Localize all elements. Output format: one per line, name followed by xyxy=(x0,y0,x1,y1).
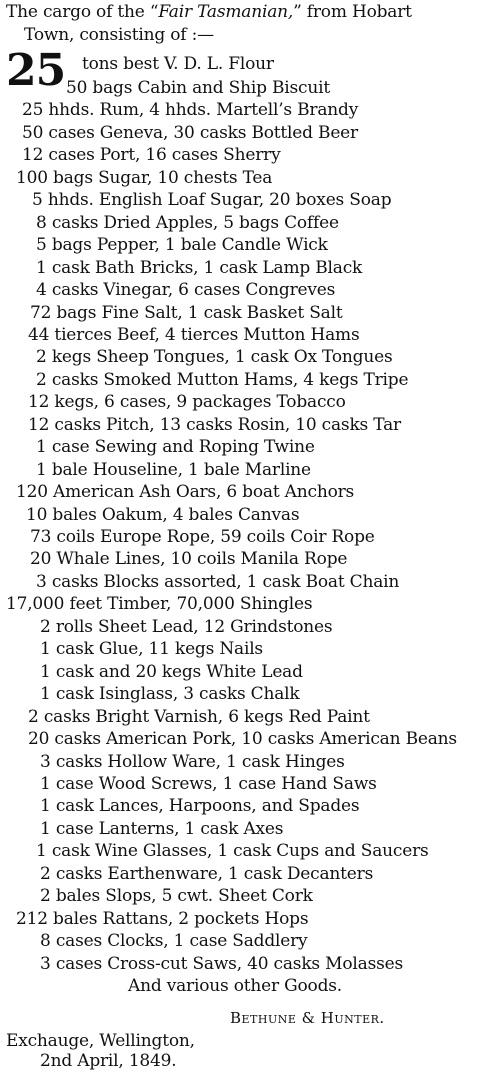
cargo-item: 2 rolls Sheet Lead, 12 Grindstones xyxy=(40,616,333,637)
intro-line-1 xyxy=(6,2,412,22)
cargo-item: 120 American Ash Oars, 6 boat Anchors xyxy=(16,482,355,503)
cargo-item: 2 kegs Sheep Tongues, 1 cask Ox Tongues xyxy=(36,347,393,368)
cargo-item: 17,000 feet Timber, 70,000 Shingles xyxy=(6,594,313,615)
cargo-item: 73 coils Europe Rope, 59 coils Coir Rope xyxy=(30,527,375,547)
cargo-item: 3 casks Hollow Ware, 1 cask Hinges xyxy=(40,751,345,772)
lead-quantity: 25 xyxy=(6,45,66,96)
cargo-item: 44 tierces Beef, 4 tierces Mutton Hams xyxy=(28,324,360,345)
cargo-item: 1 cask Lances, Harpoons, and Spades xyxy=(40,796,360,817)
cargo-item: 12 casks Pitch, 13 casks Rosin, 10 casks Tar xyxy=(28,414,401,435)
cargo-item: 2 casks Smoked Mutton Hams, 4 kegs Tripe xyxy=(36,369,409,390)
cargo-item: 25 hhds. Rum, 4 hhds. Martell’s Brandy xyxy=(22,100,359,121)
cargo-item: 3 cases Cross-cut Saws, 40 casks Molasses xyxy=(40,953,404,974)
cargo-item: 12 kegs, 6 cases, 9 packages Tobacco xyxy=(28,392,346,413)
intro-suffix: ” from Hobart xyxy=(293,2,412,22)
cargo-item: 72 bags Fine Salt, 1 cask Basket Salt xyxy=(30,302,343,323)
cargo-item: 1 cask Bath Bricks, 1 cask Lamp Black xyxy=(36,257,363,278)
cargo-item: 4 casks Vinegar, 6 cases Congreves xyxy=(36,280,336,301)
cargo-item: 20 casks American Pork, 10 casks American Beans xyxy=(28,729,457,750)
cargo-item: 1 case Sewing and Roping Twine xyxy=(36,437,315,458)
cargo-item: 100 bags Sugar, 10 chests Tea xyxy=(16,167,273,188)
lead-item: tons best V. D. L. Flour xyxy=(82,54,274,74)
cargo-item: 8 cases Clocks, 1 case Saddlery xyxy=(40,931,308,952)
closing-line: And various other Goods. xyxy=(128,976,342,996)
cargo-item: 212 bales Rattans, 2 pockets Hops xyxy=(16,908,309,929)
signature: Bethune & Hunter. xyxy=(230,1009,385,1027)
cargo-item: 2 casks Bright Varnish, 6 kegs Red Paint xyxy=(28,706,370,727)
cargo-item: 1 case Wood Screws, 1 case Hand Saws xyxy=(40,773,377,794)
cargo-item: 1 case Lanterns, 1 cask Axes xyxy=(40,818,284,839)
cargo-item: 8 casks Dried Apples, 5 bags Coffee xyxy=(36,212,339,233)
cargo-item: 1 cask Glue, 11 kegs Nails xyxy=(40,639,263,660)
cargo-item: 2 casks Earthenware, 1 cask Decanters xyxy=(40,863,374,884)
cargo-item: 1 cask Isinglass, 3 casks Chalk xyxy=(40,684,300,705)
address-line-1: Exchauge, Wellington, xyxy=(6,1031,195,1051)
intro-prefix: The cargo of the “ xyxy=(6,2,159,22)
cargo-item: 1 cask Wine Glasses, 1 cask Cups and Saucers xyxy=(36,841,429,862)
cargo-item: 1 bale Houseline, 1 bale Marline xyxy=(36,459,311,480)
cargo-item: 50 bags Cabin and Ship Biscuit xyxy=(66,78,330,98)
cargo-item: 5 bags Pepper, 1 bale Candle Wick xyxy=(36,235,328,256)
cargo-item: 50 cases Geneva, 30 casks Bottled Beer xyxy=(22,122,358,143)
cargo-item: 2 bales Slops, 5 cwt. Sheet Cork xyxy=(40,886,313,907)
address-date: 2nd April, 1849. xyxy=(40,1051,177,1071)
cargo-item: 1 cask and 20 kegs White Lead xyxy=(40,661,303,682)
cargo-item: 3 casks Blocks assorted, 1 cask Boat Chain xyxy=(36,571,400,592)
cargo-item: 12 cases Port, 16 cases Sherry xyxy=(22,145,281,166)
ship-name: Fair Tasmanian, xyxy=(158,2,294,22)
cargo-item: 10 bales Oakum, 4 bales Canvas xyxy=(26,504,300,525)
cargo-item: 5 hhds. English Loaf Sugar, 20 boxes Soap xyxy=(32,190,392,211)
cargo-item: 20 Whale Lines, 10 coils Manila Rope xyxy=(30,549,348,570)
intro-line-2: Town, consisting of :— xyxy=(24,25,214,45)
